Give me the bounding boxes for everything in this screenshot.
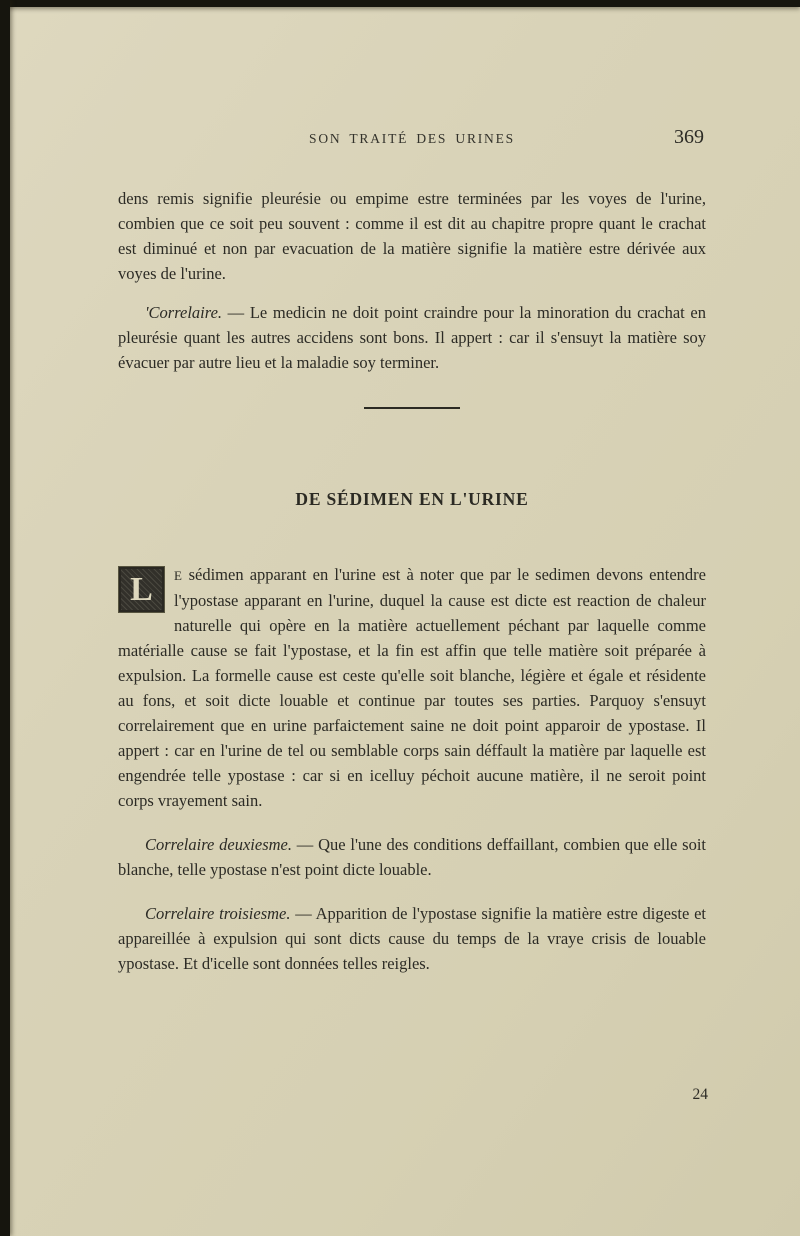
page-number: 369	[674, 126, 704, 148]
paragraph-sedimen	[118, 562, 706, 813]
signature-number: 24	[692, 1086, 708, 1103]
running-header	[118, 126, 706, 150]
correlaire-first-lead: 'Correlaire.	[145, 303, 223, 322]
paragraph-correlaire-third	[118, 901, 706, 976]
running-title: SON TRAITÉ DES URINES	[309, 131, 515, 146]
correlaire-third-text: — Apparition de l'ypostase signifie la matière estre digeste et appareillée à expulsion qui sont dicts cause du temps de la vraye crisis de louable ypostase. Et d'icelle sont données telles reigles.	[118, 904, 706, 973]
scan-edge-top	[0, 0, 800, 7]
page-content	[118, 126, 706, 990]
scan-edge-left	[0, 0, 10, 1236]
correlaire-second-text: — Que l'une des conditions deffaillant, combien que elle soit blanche, telle ypostase n'est point dicte louable.	[118, 835, 706, 879]
section-heading: DE SÉDIMEN EN L'URINE	[295, 489, 529, 509]
correlaire-second-lead: Correlaire deuxiesme.	[145, 835, 292, 854]
correlaire-first-text: — Le medicin ne doit point craindre pour la minoration du crachat en pleurésie quant les autres accidens sont bons. Il appert : car il s'ensuyt la matière soy évacuer par autre lieu et la maladie soy terminer.	[118, 303, 706, 372]
paragraph-continuation: dens remis signifie pleurésie ou empime estre terminées par les voyes de l'urine, combien que ce soit peu souvent : comme il est dit au chapitre propre quant le crachat est diminué et non par evacuation de la matière signifie la matière estre dérivée aux voyes de l'urine.	[118, 189, 706, 283]
woodcut-initial: L	[118, 566, 165, 613]
paragraph-correlaire-first	[118, 300, 706, 375]
correlaire-third-lead: Correlaire troisiesme.	[145, 904, 291, 923]
section-divider	[364, 407, 460, 409]
sedimen-text: sédimen apparant en l'urine est à noter que par le sedimen devons entendre l'ypostase apparant en l'urine, duquel la cause est dicte est reaction de chaleur naturelle qui opère en la matière actuellement péchant par laquelle comme matérialle cause se fait l'ypostase, et la fin est affin que telle matière soit préparée à expulsion. La formelle cause est ceste qu'elle soit blanche, légière et égale et résidente au fons, et soit dicte louable et continue par toutes ses parties. Parquoy s'ensuyt correlairement que en urine parfaictement saine ne doit point apparoir de ypostase. Il appert : car en l'urine de tel ou semblable corps sain déffault la matière par laquelle est engendrée telle ypostase : car si en icelluy péchoit aucune matière, il ne seroit point corps vrayement sain.	[118, 565, 706, 810]
smallcap-letter: E	[174, 568, 183, 583]
paragraph-correlaire-second	[118, 832, 706, 882]
